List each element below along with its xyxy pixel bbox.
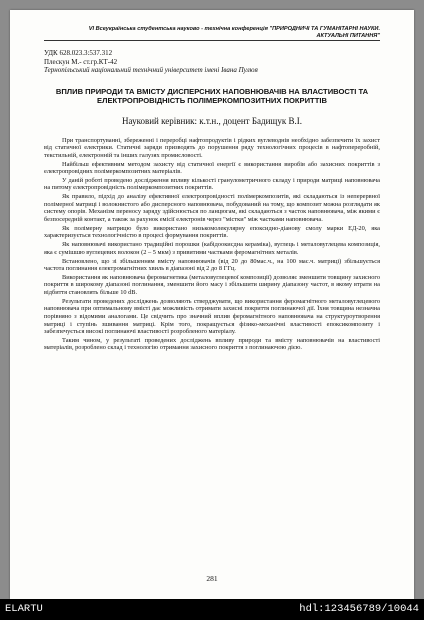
body-paragraph: Результати проведених досліджень дозволяють стверджувати, що використання феромагнітного металовуглецевого наповнювача при оптимальному вмісті дає можливість отримати захисні покриття поглинаючої дії. Їхня товщина незначна порівняно з відомими аналогами. Це свідчить про значний вплив феромагнітного наповнювача на структуроутворення матриці і ступінь зшивання матриці. Крім того, покращується фізико-механічні властивості епоксикомпозиту і забезпечується високі поглинаючі властивості розробленого матеріалу. <box>44 297 380 336</box>
body-paragraph: Таким чином, у результаті проведених досліджень впливу природи та вмісту наповнювачів на властивості матеріалів, розроблено склад і технологію отримання захисного покриття з поглинаючою дією. <box>44 336 380 352</box>
paper-body <box>44 137 380 352</box>
repository-footer-bar <box>0 599 424 620</box>
supervisor-line: Науковий керівник: к.т.н., доцент Бадищук В.І. <box>122 115 302 126</box>
author-line: Плескун М.- ст.гр.КТ-42 <box>44 57 118 66</box>
body-paragraph: Найбільш ефективним методом захисту від статичної енергії є використання виробів або захисних покриттів з електропровідних полімеркомпозитних матеріалів. <box>44 160 380 176</box>
body-paragraph: Як наповнювачі використано традиційні порошки (кабідоокисдна кераміка), вуглець і металовуглецева композиція, яка є сумішшю вуглецевих волокон (2 – 5 мкм) з привитими частками феромагнітних металів. <box>44 241 380 256</box>
handle-identifier: hdl:123456789/10044 <box>299 603 419 615</box>
body-paragraph: Встановлено, що зі збільшенням вмісту наповнювачів (від 20 до 80мас.ч., на 100 мас.ч. матриці) збільшується частота поглинання електромагнітних хвиль в діапазоні від 2 до 8 ГГц. <box>44 257 380 273</box>
paper-page <box>10 10 414 599</box>
body-paragraph: У даній роботі проведено дослідження впливу кількості гранулометричного складу і природи матриці наповнювача на питому електропровідність полімеркомпозитних покриттів. <box>44 176 380 192</box>
udc-code: УДК 628.023.3:537.312 <box>44 49 113 58</box>
body-paragraph: Як полімерну матрицю було використано низькомолекулярну епоксидно-діанову смолу марки ЕД-20, яка характеризується технологічністю в процесі формування покриттів. <box>44 224 380 240</box>
repository-name: ELARTU <box>5 603 43 615</box>
conference-header: VI Всеукраїнська студентська науково - технічна конференція "ПРИРОДНИЧІ ТА ГУМАНІТАРНІ НАУКИ. АКТУАЛЬНІ ПИТАННЯ" <box>44 26 380 41</box>
body-paragraph: При транспортуванні, збереженні і переробці нафтопродуктів і рідких вуглеводнів необхідно забезпечити їх захист від статичної електрики. Статичні заряди призводять до порушення ряду технологічних процесів в нафтопереробній, текстильній, електронній та інших галузях промисловості. <box>44 136 380 159</box>
affiliation-line: Тернопільський національний технічний університет імені Івана Пулюя <box>44 66 258 75</box>
body-paragraph: Як правило, підхід до аналізу ефективної електропровідності полімеркомпозитів, які складаються із неперервної полімерної матриці і волокнистого або дисперсного наповнювача, побудований на тому, що композит можна розглядати як систему опорів. Механізм переносу заряду здійснюється по ланцюгам, які складаються з часток наповнювача, між якими є безпосередній контакт, а також за рахунок емісії електронів через "містки" між частками наповнювача. <box>44 193 380 223</box>
paper-title: ВПЛИВ ПРИРОДИ ТА ВМІСТУ ДИСПЕРСНИХ НАПОВНЮВАЧІВ НА ВЛАСТИВОСТІ ТА ЕЛЕКТРОПРОВІДНІСТЬ ПОЛІМЕРКОМПОЗИТНИХ ПОКРИТТІВ <box>55 86 369 106</box>
page-number: 281 <box>206 574 218 583</box>
body-paragraph: Використання як наповнювача феромагнетика (металовуглецевої композиції) дозволяє зменшити товщину захисного покриття в широкому діапазоні поглинання, зменшити його масу і збільшити ширину діапазону частот, в якому втрати на відбиття становлять більше 10 dB. <box>44 273 380 297</box>
